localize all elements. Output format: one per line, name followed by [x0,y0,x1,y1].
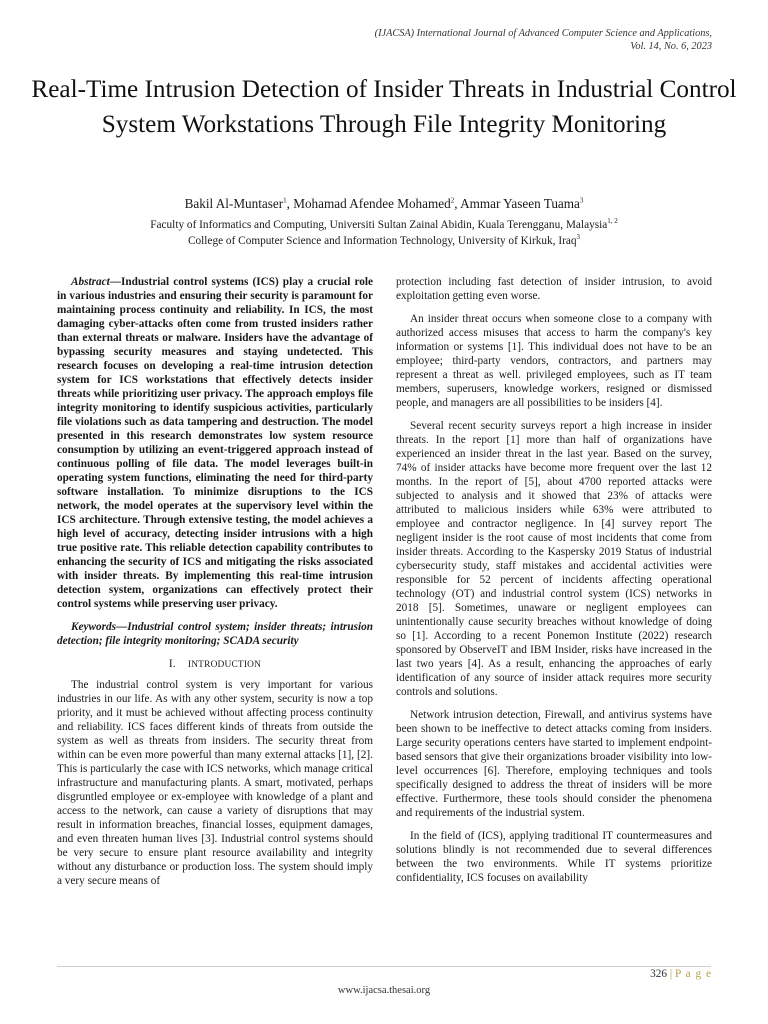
abstract-text: —Industrial control systems (ICS) play a crucial role in various industries and ensuring their security is paramount for maintaining process continuity and reliability. In ICS, the most damaging cyber-attacks often come from trusted insiders rather than external threats or malware. Insiders have the advantage of bypassing security measures and staying undetected. This research focuses on developing a real-time intrusion detection system for ICS workstations that effectively detects insider threats while prioritizing user privacy. The approach employs file integrity monitoring to identify suspicious activities, particularly file violations such as data tampering and destruction. The model presented in this research demonstrates low system resource consumption by utilizing an event-triggered approach instead of continuous polling of file data. The model leverages built-in operating system functions, eliminating the need for third-party software installation. To minimize disruptions to the ICS network, the model operates at the supervisory level within the ICS architecture. Through extensive testing, the model achieves a high level of accuracy, detecting insider intrusions with a high true positive rate. This reliable detection capability contributes to enhancing the security of ICS and mitigating the risks associated with insider threats. By implementing this real-time intrusion detection system, organizations can effectively protect their control systems while preserving user privacy. [57,276,373,610]
left-column [57,275,373,897]
author-name: Bakil Al-Muntaser [184,196,284,211]
journal-volume: Vol. 14, No. 6, 2023 [630,41,712,52]
abstract-label: Abstract [71,276,110,288]
body-paragraph: Network intrusion detection, Firewall, and antivirus systems have been shown to be ineffective to detect attacks coming from insiders. Large security operations centers have started to implement endpoint-based sensors that give their organizations broader visibility into low-level occurrences [6]. Therefore, employing techniques and tools specifically designed to address the threat of insiders will be more effective. Furthermore, these tools should consider the phenomena and requirements of the industrial system. [396,709,712,819]
running-header [375,27,712,53]
page-number: 326 | P a g e [650,968,712,980]
journal-name: (IJACSA) International Journal of Advanced Computer Science and Applications, [374,28,712,39]
keywords-label: Keywords [71,621,116,633]
body-paragraph: An insider threat occurs when someone close to a company with authorized access misuses that access to harm the company's key information or systems [1]. This individual does not have to be an employee; third-party vendors, contractors, and partners may represent a threat as well. privileged employees, such as IT team members, superusers, knowledge workers, resigned or dismissed people, and managers are all possibilities to be insiders [4]. [396,313,712,409]
keywords [57,620,373,648]
abstract [57,275,373,611]
affiliation: College of Computer Science and Information Technology, University of Kirkuk, Iraq$^3$ [187,233,581,247]
keywords-text: —Industrial control system; insider threats; intrusion detection; file integrity monitoring; SCADA security [57,621,373,647]
section-number: I. [168,658,176,670]
right-column [396,275,712,894]
author-sup: 1 [283,196,287,205]
author-name: Mohamad Afendee Mohamed [293,196,451,211]
author-name: Ammar Yaseen Tuama [460,196,580,211]
author-sup: 2 [450,196,455,205]
footer-divider [57,966,711,967]
section-title: INTRODUCTION [187,660,262,670]
body-paragraph: Several recent security surveys report a high increase in insider threats. In the report [1] more than half of organizations have experienced an insider threat in the last year. Based on the survey, 74% of insider attacks have become more frequent over the last 12 months. In the report of [5], about 4700 reported attacks were subjected to analysis and it showed that 23% of attacks were attributed to malicious insiders while 63% were attributed to employee and contractor negligence. In [4] survey report The negligent insider is the root cause of most incidents that come from insider threats. According to the Kaspersky 2019 Status of industrial cybersecurity study, staff mistakes and accidental activities were responsible for 52 percent of incidents affecting operational technology (OT) and industrial control system (ICS) networks in 2018 [5]. Sometimes, unaware or negligent employees can unintentionally cause security breaches without knowledge of doing so [1]. According to a recent Ponemon Institute (2022) research sponsored by ObserveIT and IBM Insider, risks have increased in the last two years [4]. As a result, enhancing the approaches of early identification of any source of insider attack requires more security controls and solutions. [396,420,712,698]
section-heading [57,657,373,672]
body-paragraph: In the field of (ICS), applying traditional IT countermeasures and solutions blindly is not recommended due to several differences between the two environments. While IT systems prioritize confidentiality, ICS focuses on availability [396,830,712,884]
body-paragraph: protection including fast detection of insider intrusion, to avoid exploitation getting even worse. [396,276,712,302]
affiliation: Faculty of Informatics and Computing, Universiti Sultan Zainal Abidin, Kuala Terengganu, Malaysia$^{1, 2}$ [150,217,618,231]
author-sup: 3 [579,196,584,205]
body-paragraph: The industrial control system is very important for various industries in our life. As with any other system, security is now a top priority, and it must be achieved without affecting process continuity and reliability. ICS faces different kinds of threats from outside the system as well as threats from insiders. The security threat from within can be even more powerful than many external attacks [1], [2]. This is particularly the case with ICS networks, which manage critical infrastructure and manufacturing plants. A smart, motivated, perhaps disgruntled employee or ex-employee with knowledge of a plant and access to the network, can cause a variety of disruptions that may result in information breaches, financial losses, equipment damages, and even threaten human lives [3]. Industrial control systems should be very secure to ensure plant resource availability and integrity without any disturbance or production loss. The system should imply a very secure means of [57,679,373,887]
journal-website: www.ijacsa.thesai.org [337,985,431,996]
paper-title: Real-Time Intrusion Detection of Insider Threats in Industrial Control System Workstations Through File Integrity Monitoring [31,76,737,138]
author-list: Bakil Al-Muntaser$^1$, Mohamad Afendee Mohamed$^2$, Ammar Yaseen Tuama$^3$ [184,196,584,211]
